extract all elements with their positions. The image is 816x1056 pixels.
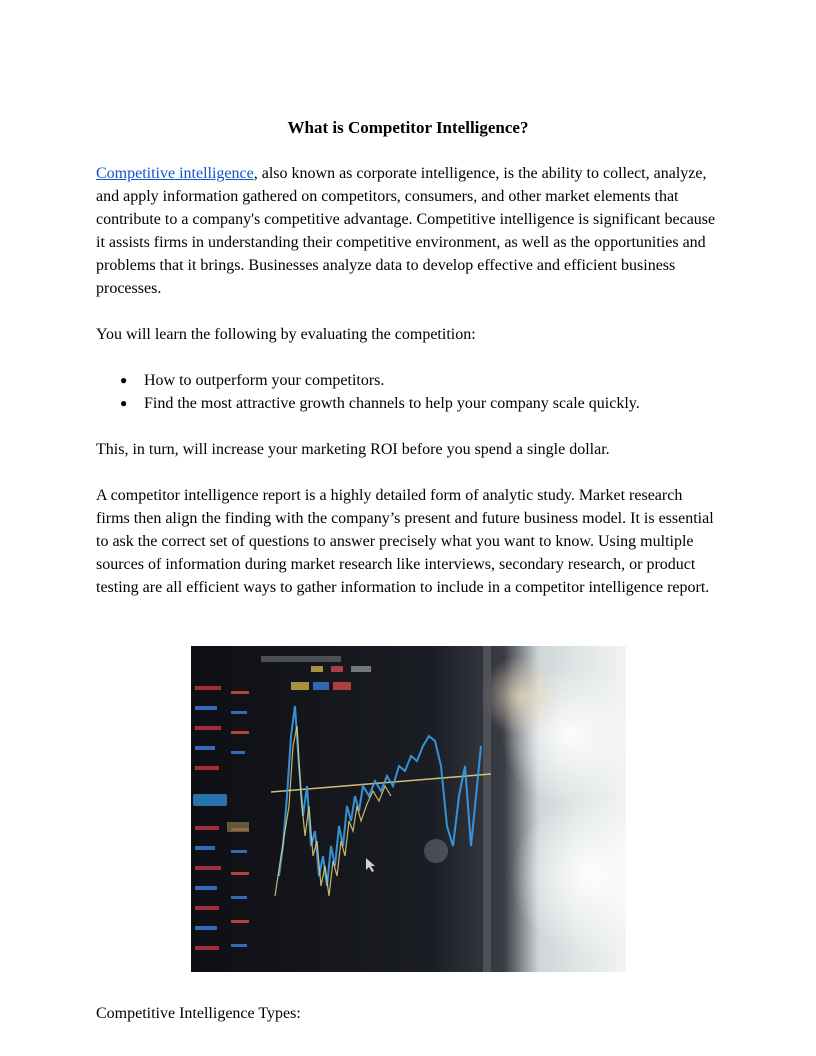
list-item [96, 392, 720, 415]
report-paragraph: A competitor intelligence report is a highly detailed form of analytic study. Market research firms then align the finding with the company’s present and future business model. It is essential to ask the correct set of questions to answer precisely what you want to know. Using multiple sources of information during market research like interviews, secondary research, or product testing are all efficient ways to gather information to include in a competitor intelligence report. [96, 487, 714, 596]
learn-intro-paragraph: You will learn the following by evaluating the competition: [96, 326, 476, 343]
list-item-text: How to outperform your competitors. [144, 372, 385, 389]
bullet-dot-icon: ● [120, 396, 128, 410]
roi-paragraph: This, in turn, will increase your marketing ROI before you spend a single dollar. [96, 441, 610, 458]
list-item-text: Find the most attractive growth channels to help your company scale quickly. [144, 395, 640, 412]
types-heading: Competitive Intelligence Types: [96, 1005, 301, 1022]
learn-bullet-list [96, 369, 720, 415]
list-item [96, 369, 720, 392]
intro-text: , also known as corporate intelligence, is the ability to collect, analyze, and apply information gathered on competitors, consumers, and other market elements that contribute to a company's competitive advantage. Competitive intelligence is significant because it assists firms in understanding their competitive environment, as well as the opportunities and problems that it brings. Businesses analyze data to develop effective and efficient business processes. [96, 165, 716, 297]
stock-chart-photo [191, 646, 626, 972]
intro-paragraph [96, 162, 720, 300]
bullet-dot-icon: ● [120, 373, 128, 387]
competitive-intelligence-link[interactable]: Competitive intelligence [96, 165, 254, 182]
page-title: What is Competitor Intelligence? [287, 118, 529, 137]
